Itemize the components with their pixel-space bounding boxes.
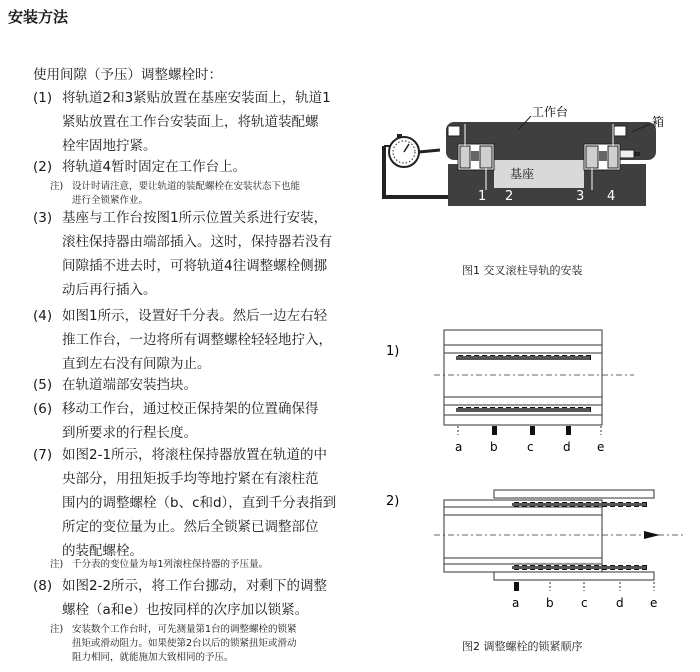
intro-text: 使用间隙（予压）调整螺栓时： xyxy=(33,67,222,83)
step-line: 如图2-1所示，将滚柱保持器放置在轨道的中 xyxy=(62,447,328,463)
step-line: 的装配螺栓。 xyxy=(62,543,143,559)
note-item xyxy=(50,180,300,208)
step-line: 直到左右没有间隙为止。 xyxy=(62,356,211,372)
sub1-bolt-a: a xyxy=(455,440,463,454)
step-line: 栓牢固地拧紧。 xyxy=(62,138,157,154)
step-number: (1) xyxy=(33,90,53,106)
note-first-line xyxy=(50,180,300,194)
note-text: 安装数个工作台时，可先测量第1台的调整螺栓的锁紧 xyxy=(72,624,297,635)
sub1-bolt-e: e xyxy=(597,440,605,454)
step-line: 紧贴放置在工作台安装面上，将轨道装配螺 xyxy=(62,114,319,130)
step-line: 基座与工作台按图1所示位置关系进行安装， xyxy=(62,210,328,226)
step-number: (8) xyxy=(33,578,53,594)
sub2-assembly xyxy=(434,490,684,591)
step-line: 推工作台，一边将所有调整螺栓轻轻地拧入， xyxy=(62,332,332,348)
note-line: 进行全锁紧作业。 xyxy=(72,195,149,206)
step-line: 将轨道2和3紧贴放置在基座安装面上，轨道1 xyxy=(62,90,331,106)
figure1-diagram xyxy=(376,104,676,214)
sub2-bolt-b: b xyxy=(546,596,554,610)
sub2-bolt-a: a xyxy=(512,596,520,610)
figure2-sub2-label: 2) xyxy=(386,494,400,509)
step-line: 到所要求的行程长度。 xyxy=(62,425,197,441)
note-prefix: 注) xyxy=(50,181,64,192)
sub1-bolt-b: b xyxy=(490,440,498,454)
step-line: 动后再行插入。 xyxy=(62,282,157,298)
step-number: (6) xyxy=(33,401,53,417)
sub2-bolt-d: d xyxy=(616,596,624,610)
figure2-caption: 图2 调整螺栓的锁紧顺序 xyxy=(462,640,583,653)
step-number: (5) xyxy=(33,377,53,393)
step-number: (7) xyxy=(33,447,53,463)
page-title: 安装方法 xyxy=(8,8,69,26)
rail-label-4: 4 xyxy=(607,189,616,204)
base-label: 基座 xyxy=(510,167,535,181)
dial-gauge-icon xyxy=(384,134,448,199)
note-line: 扭矩或滑动阻力。如果使第2台以后的锁紧扭矩或滑动 xyxy=(72,638,297,649)
step-line: 移动工作台，通过校正保持架的位置确保得 xyxy=(62,401,319,417)
note-item xyxy=(50,623,297,665)
note-first-line xyxy=(50,623,297,637)
figure2-sub1-label: 1) xyxy=(386,344,400,359)
step-line: 围内的调整螺栓（b、c和d），直到千分表指到 xyxy=(62,495,337,511)
step-line: 如图2-2所示，将工作台挪动，对剩下的调整 xyxy=(62,578,328,594)
note-text: 千分表的变位量为每1列滚柱保持器的予压量。 xyxy=(72,559,269,570)
step-line: 螺栓（a和e）也按同样的次序加以锁紧。 xyxy=(62,602,309,618)
rail-label-1: 1 xyxy=(478,189,487,204)
note-prefix: 注) xyxy=(50,624,64,635)
step-number: (2) xyxy=(33,159,53,175)
rail-label-3: 3 xyxy=(576,189,585,204)
table-label: 工作台 xyxy=(532,105,569,119)
step-line: 将轨道4暂时固定在工作台上。 xyxy=(62,159,247,175)
step-line: 如图1所示，设置好千分表。然后一边左右轻 xyxy=(62,308,328,324)
sub1-bolt-c: c xyxy=(527,440,534,454)
box-label: 箱 xyxy=(652,115,665,129)
step-line: 央部分，用扭矩扳手均等地拧紧在有滚柱范 xyxy=(62,471,319,487)
note-item xyxy=(50,558,268,572)
note-text: 设计时请注意，要让轨道的装配螺栓在安装状态下也能 xyxy=(72,181,301,192)
note-prefix: 注) xyxy=(50,559,64,570)
sub2-bolt-e: e xyxy=(650,596,658,610)
rail-label-2: 2 xyxy=(505,189,514,204)
note-line: 阻力相同，就能施加大致相同的予压。 xyxy=(72,652,234,663)
step-line: 在轨道端部安装挡块。 xyxy=(62,377,197,393)
note-first-line xyxy=(50,558,268,572)
sub2-bolt-c: c xyxy=(581,596,588,610)
sub1-bolt-d: d xyxy=(563,440,571,454)
step-line: 滚柱保持器由端部插入。这时，保持器若没有 xyxy=(62,234,332,250)
step-number: (3) xyxy=(33,210,53,226)
figure2-diagram xyxy=(384,325,694,615)
figure1-caption: 图1 交叉滚柱导轨的安装 xyxy=(462,264,583,277)
step-number: (4) xyxy=(33,308,53,324)
step-line: 所定的变位量为止。然后全锁紧已调整部位 xyxy=(62,519,319,535)
sub1-assembly xyxy=(434,330,634,435)
step-line: 间隙插不进去时，可将轨道4往调整螺栓侧挪 xyxy=(62,258,328,274)
